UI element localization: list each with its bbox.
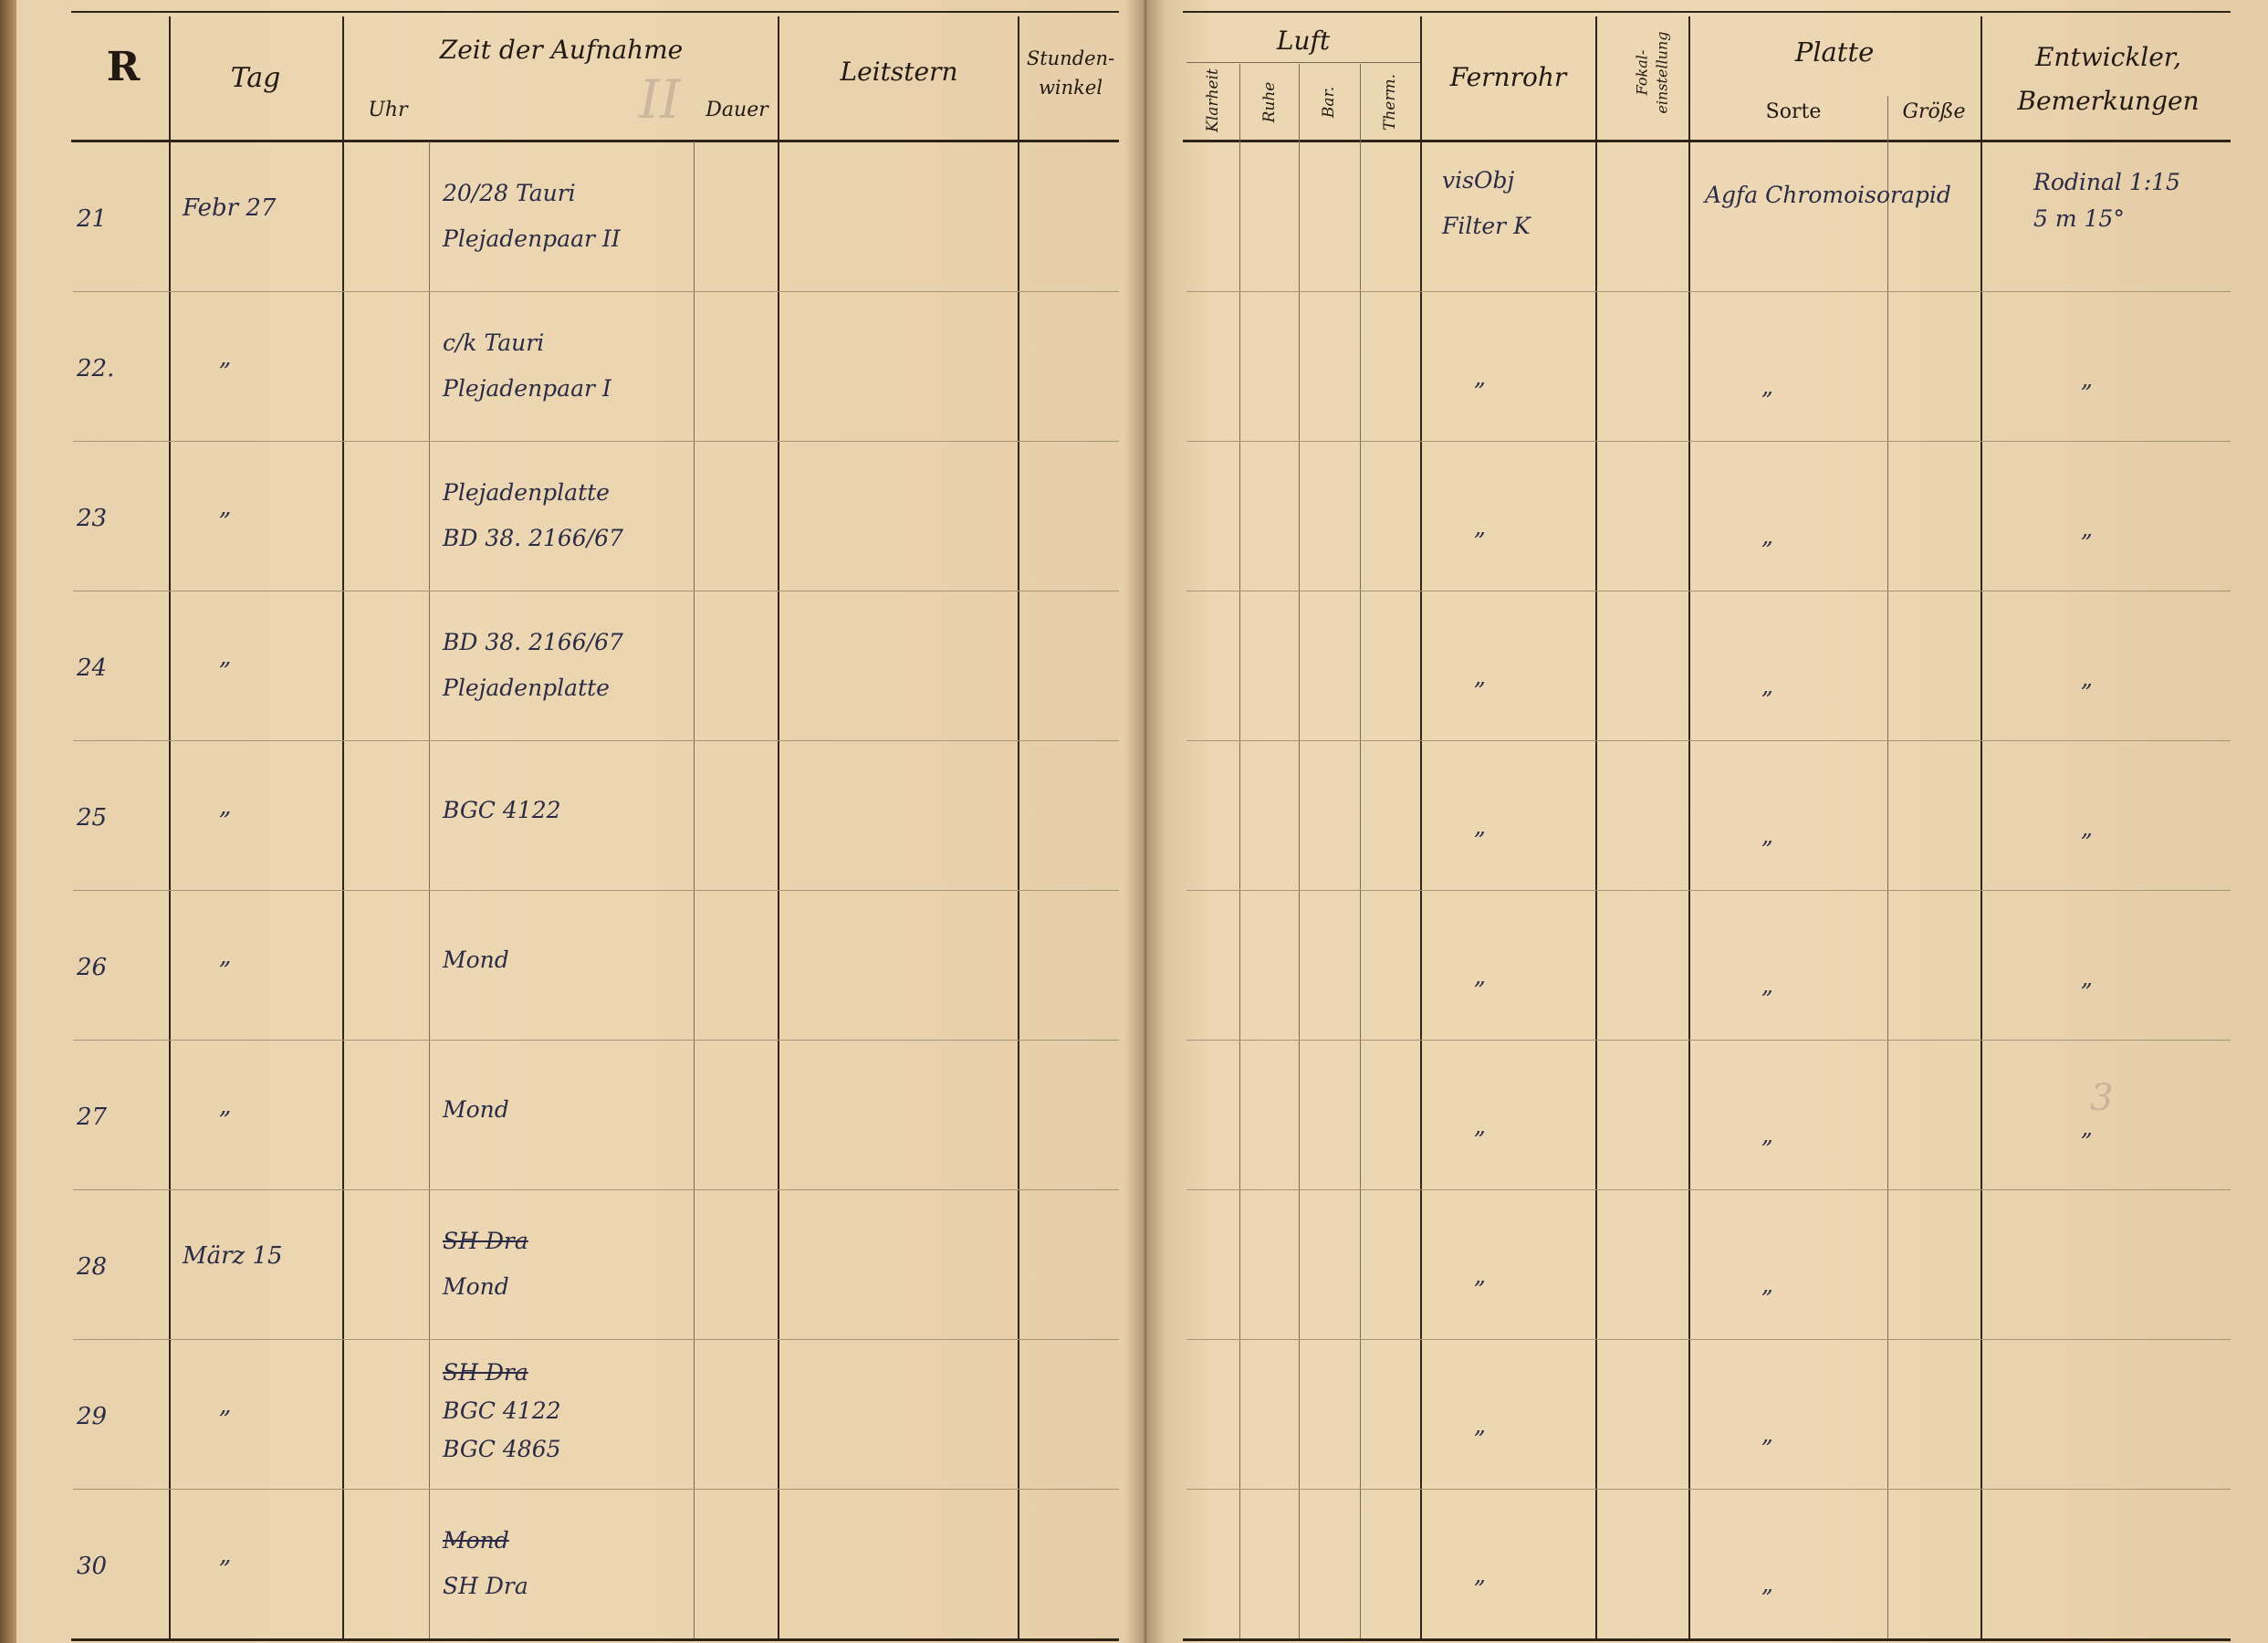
object-entry: BGC 4865 <box>443 1436 561 1462</box>
col-divider <box>1420 16 1422 1641</box>
plate-type: „ <box>1761 373 1773 400</box>
row-rule <box>73 740 1119 741</box>
row-date: „ <box>219 1392 232 1419</box>
bleed-through-mark: II <box>639 68 681 131</box>
object-entry: SH Dra <box>443 1359 528 1386</box>
fernrohr-entry: „ <box>1474 1412 1486 1439</box>
object-entry: Plejadenpaar I <box>443 375 611 402</box>
row-rule <box>1186 1489 2231 1490</box>
row-date: „ <box>219 344 232 372</box>
developer-note: „ <box>2081 965 2093 991</box>
header-zeit-der-aufnahme: Zeit der Aufnahme <box>439 35 684 65</box>
plate-type: „ <box>1761 1122 1773 1148</box>
header-klarheit: Klarheit <box>1204 68 1222 132</box>
row-rule <box>1186 1189 2231 1190</box>
header-sorte: Sorte <box>1765 100 1822 123</box>
object-entry: 20/28 Tauri <box>443 180 576 206</box>
row-number: 22. <box>77 355 115 382</box>
object-entry: BD 38. 2166/67 <box>443 525 623 551</box>
left-bottom-rule <box>71 1638 1119 1641</box>
row-rule <box>73 1040 1119 1041</box>
luft-subrule <box>1186 62 1420 63</box>
developer-note: „ <box>2081 516 2093 542</box>
col-divider <box>1595 16 1597 1641</box>
row-number: 27 <box>77 1104 108 1131</box>
row-rule <box>1186 740 2231 741</box>
row-rule <box>73 291 1119 292</box>
header-ruhe: Ruhe <box>1260 81 1279 123</box>
plate-type: Agfa Chromoisorapid <box>1705 182 1951 208</box>
plate-type: „ <box>1761 822 1773 849</box>
book-spine <box>1124 0 1166 1643</box>
fernrohr-entry: „ <box>1474 1562 1486 1588</box>
developer-note: „ <box>2081 665 2093 692</box>
row-number: 25 <box>77 804 108 832</box>
plate-type: „ <box>1761 673 1773 699</box>
object-entry: BGC 4122 <box>443 797 561 823</box>
row-date: „ <box>219 793 232 821</box>
header-leitstern: Leitstern <box>840 57 958 87</box>
row-date: Febr 27 <box>183 194 277 222</box>
object-entry: Plejadenplatte <box>443 479 610 506</box>
object-entry: Mond <box>443 1096 509 1123</box>
developer-note: „ <box>2081 815 2093 842</box>
header-dauer: Dauer <box>705 99 768 121</box>
object-entry: c/k Tauri <box>443 330 545 356</box>
left-top-rule <box>71 11 1119 13</box>
row-rule <box>73 890 1119 891</box>
object-entry: BD 38. 2166/67 <box>443 629 623 655</box>
col-divider <box>1239 64 1240 1638</box>
row-rule <box>73 1339 1119 1340</box>
fernrohr-entry: Filter K <box>1442 213 1531 239</box>
fernrohr-entry: „ <box>1474 1262 1486 1289</box>
row-number: 30 <box>77 1553 108 1580</box>
header-groesse: Größe <box>1902 100 1966 123</box>
book-edge <box>0 0 16 1643</box>
row-number: 23 <box>77 505 108 532</box>
row-rule <box>1186 1040 2231 1041</box>
developer-note: „ <box>2081 1115 2093 1141</box>
row-rule <box>1186 441 2231 442</box>
plate-type: „ <box>1761 972 1773 999</box>
fernrohr-entry: „ <box>1474 514 1486 540</box>
row-date: „ <box>219 943 232 970</box>
header-tag: Tag <box>230 62 281 94</box>
col-divider <box>778 16 779 1641</box>
fernrohr-entry: visObj <box>1442 167 1515 194</box>
fernrohr-entry: „ <box>1474 1113 1486 1139</box>
col-divider <box>342 16 344 1641</box>
row-date: „ <box>219 644 232 671</box>
plate-type: „ <box>1761 1271 1773 1298</box>
row-rule <box>73 1189 1119 1190</box>
header-therm: Therm. <box>1381 74 1399 131</box>
plate-type: „ <box>1761 523 1773 549</box>
fernrohr-entry: „ <box>1474 813 1486 840</box>
header-fokal: einstellung <box>1653 31 1671 114</box>
row-rule <box>73 441 1119 442</box>
fernrohr-entry: „ <box>1474 364 1486 391</box>
row-date: „ <box>219 494 232 521</box>
col-divider <box>1688 16 1690 1641</box>
object-entry: Mond <box>443 1527 509 1554</box>
developer-note: 5 m 15° <box>2033 205 2125 232</box>
object-entry: BGC 4122 <box>443 1397 561 1424</box>
header-stundenwinkel: winkel <box>1038 77 1103 99</box>
col-divider <box>1981 16 1982 1641</box>
header-platte: Platte <box>1794 37 1875 68</box>
plate-type: „ <box>1761 1571 1773 1597</box>
object-entry: SH Dra <box>443 1228 528 1254</box>
row-rule <box>1186 1339 2231 1340</box>
row-rule <box>73 1489 1119 1490</box>
row-number: 24 <box>77 654 108 682</box>
developer-note: „ <box>2081 366 2093 392</box>
header-bar: Bar. <box>1320 86 1338 119</box>
header-uhr: Uhr <box>368 99 408 121</box>
developer-note: Rodinal 1:15 <box>2033 169 2180 195</box>
row-rule <box>1186 890 2231 891</box>
col-divider <box>1299 64 1300 1638</box>
header-stundenwinkel: Stunden- <box>1026 47 1115 69</box>
header-luft: Luft <box>1276 26 1331 56</box>
fernrohr-entry: „ <box>1474 664 1486 690</box>
right-header-rule <box>1183 140 2231 142</box>
row-date: „ <box>219 1542 232 1569</box>
header-entwickler: Entwickler, <box>2034 42 2182 72</box>
header-fokal: Fokal- <box>1633 49 1651 96</box>
row-date: März 15 <box>183 1242 283 1270</box>
right-top-rule <box>1183 11 2231 13</box>
object-entry: Mond <box>443 1273 509 1300</box>
object-entry: Plejadenplatte <box>443 675 610 701</box>
col-divider <box>1887 96 1888 1638</box>
row-number: 29 <box>77 1403 108 1430</box>
right-bottom-rule <box>1183 1638 2231 1641</box>
bleed-through-mark: 3 <box>2090 1077 2114 1119</box>
row-date: „ <box>219 1093 232 1120</box>
header-fernrohr: Fernrohr <box>1449 62 1567 92</box>
object-entry: SH Dra <box>443 1573 528 1599</box>
row-number: 28 <box>77 1253 108 1281</box>
header-r: R <box>106 44 141 90</box>
header-bemerkungen: Bemerkungen <box>2017 86 2200 116</box>
left-header-rule <box>71 140 1119 142</box>
row-number: 26 <box>77 954 108 981</box>
col-divider <box>169 16 171 1641</box>
object-entry: Mond <box>443 947 509 973</box>
col-divider <box>1360 64 1361 1638</box>
col-divider <box>1018 16 1019 1641</box>
right-page <box>1145 0 2268 1643</box>
object-entry: Plejadenpaar II <box>443 225 621 252</box>
row-rule <box>1186 291 2231 292</box>
fernrohr-entry: „ <box>1474 963 1486 989</box>
row-number: 21 <box>77 205 108 233</box>
plate-type: „ <box>1761 1421 1773 1448</box>
